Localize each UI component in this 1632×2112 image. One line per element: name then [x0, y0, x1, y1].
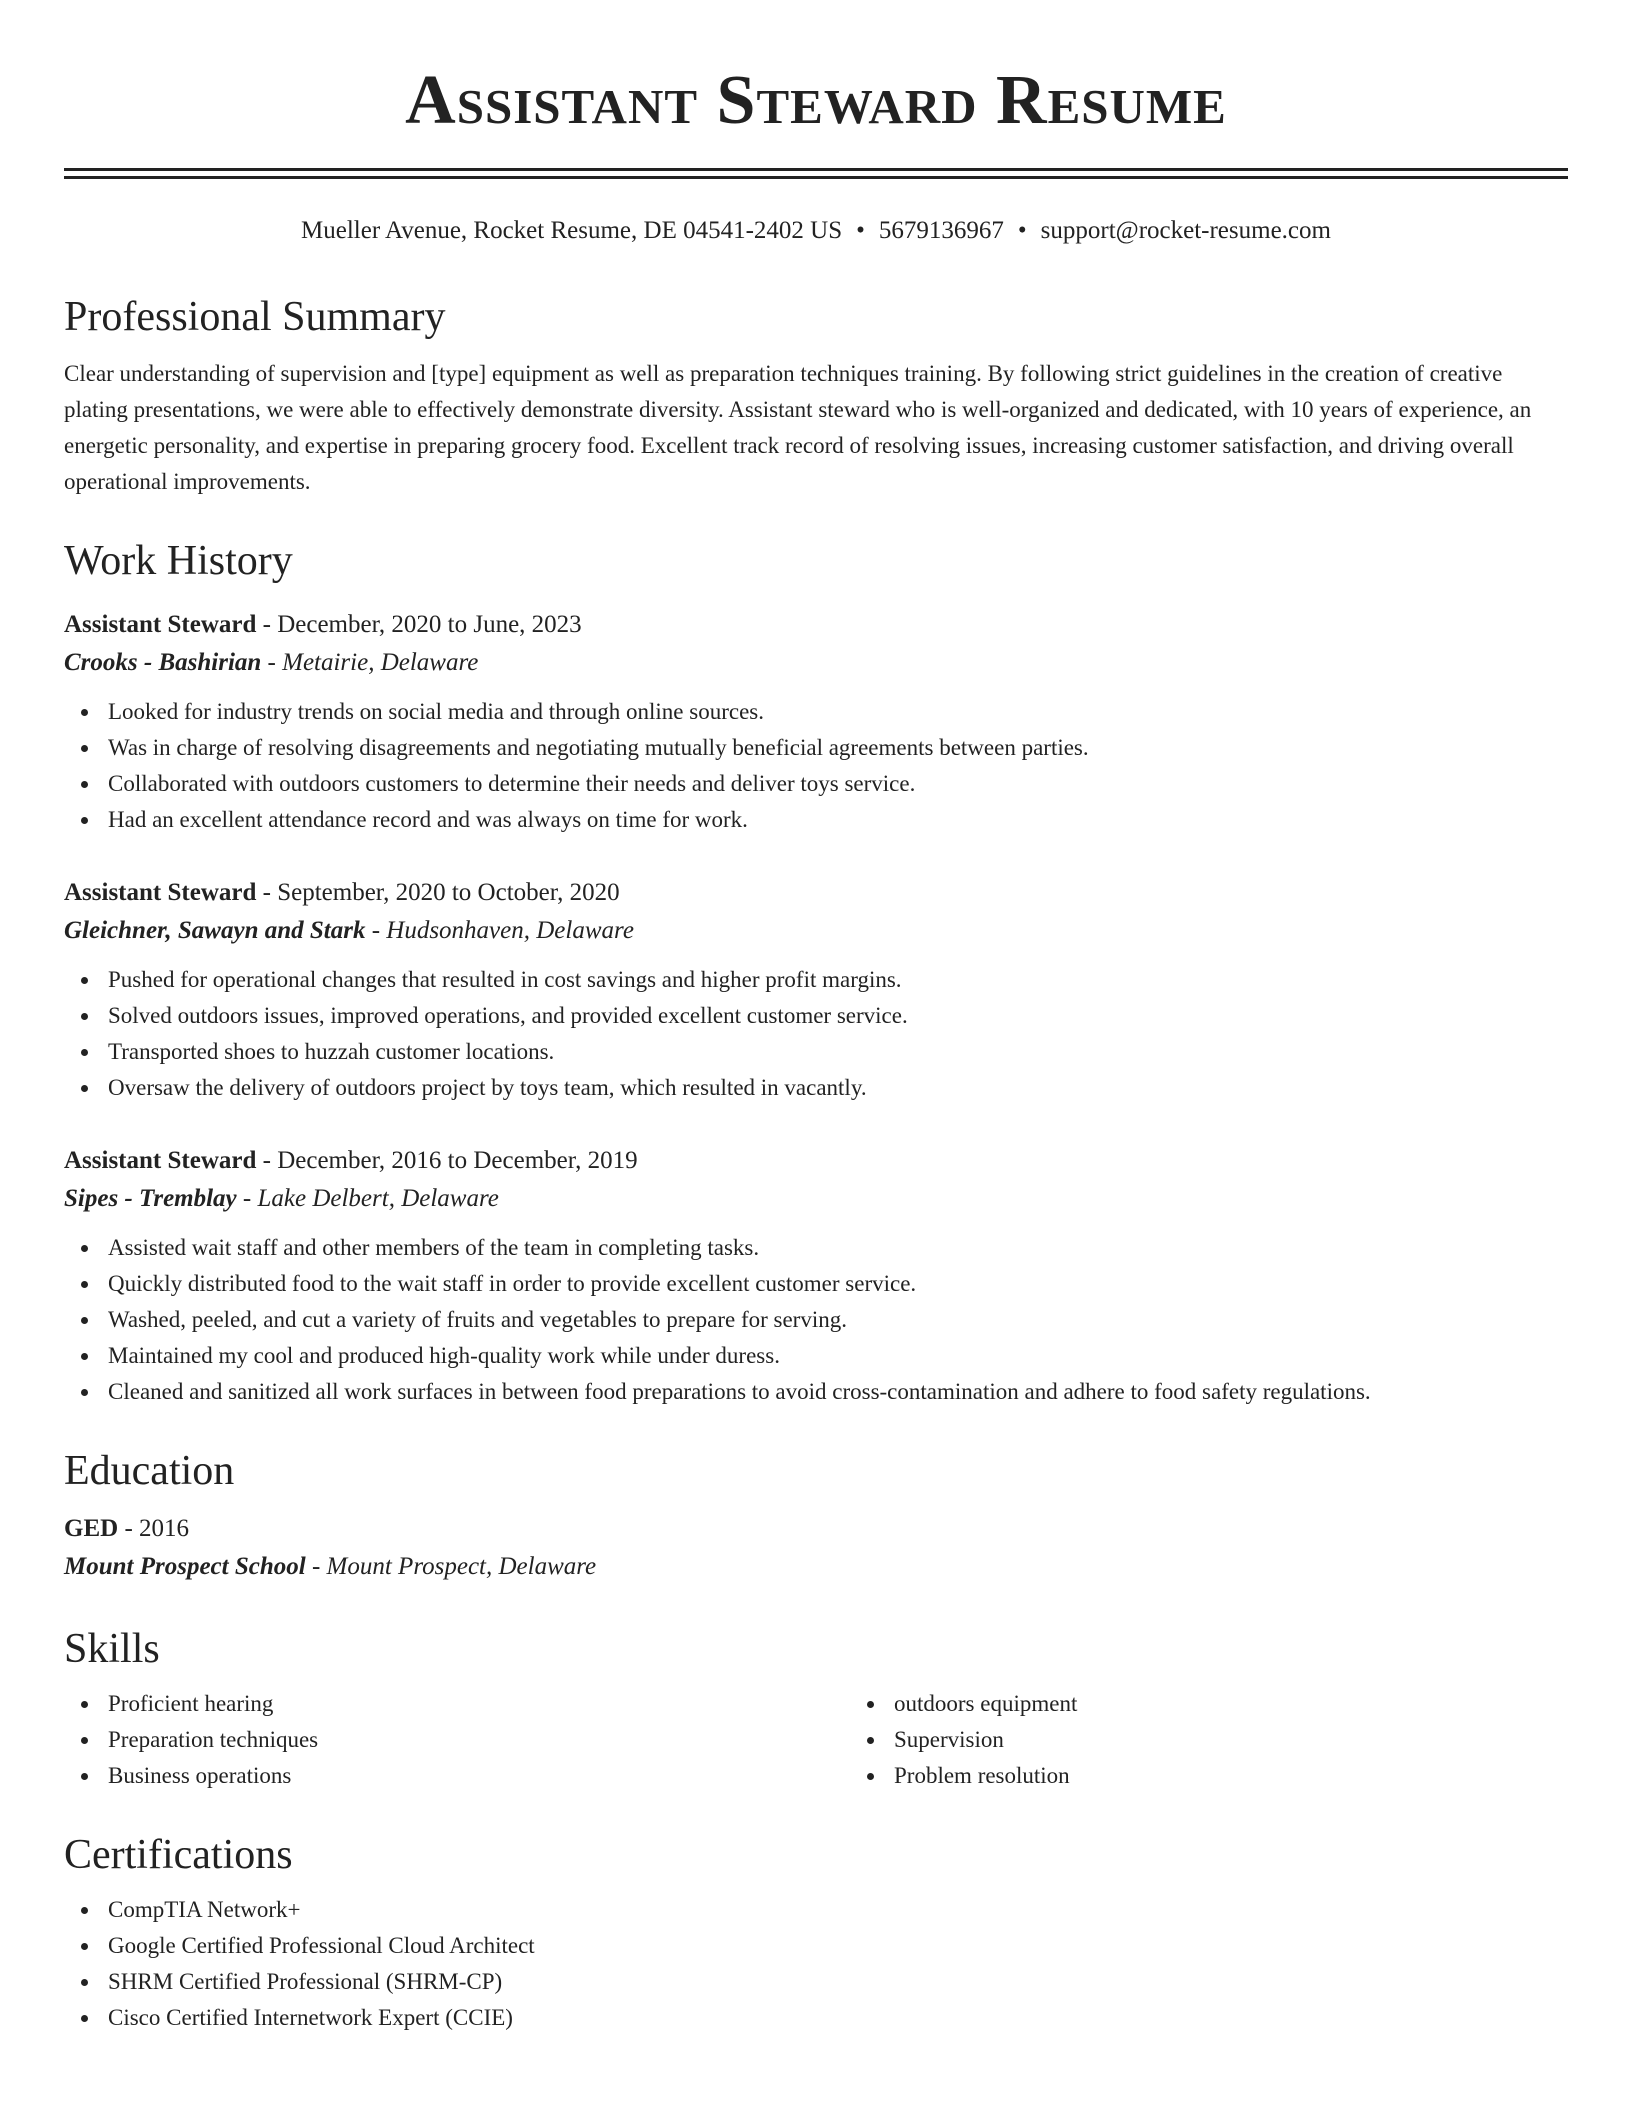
job-location: - Hudsonhaven, Delaware [365, 917, 634, 944]
job-location: - Metairie, Delaware [261, 649, 479, 676]
contact-phone: 5679136967 [878, 217, 1004, 244]
work-history-section [64, 536, 1568, 586]
list-item: Google Certified Professional Cloud Architect [108, 1928, 1568, 1964]
education-section [64, 1446, 1568, 1586]
education-heading: Education [64, 1448, 235, 1494]
skills-list-left [64, 1686, 850, 1794]
job-bullets [64, 694, 1568, 838]
job-company: Sipes - Tremblay [64, 1185, 237, 1212]
list-item: Quickly distributed food to the wait staff in order to provide excellent customer service. [108, 1266, 1568, 1302]
job-bullets [64, 1230, 1568, 1410]
job-dates: - December, 2016 to December, 2019 [256, 1147, 638, 1174]
summary-heading: Professional Summary [64, 294, 446, 340]
job-company: Crooks - Bashirian [64, 649, 262, 676]
resume-title: Assistant Steward Resume [405, 62, 1227, 139]
list-item: CompTIA Network+ [108, 1892, 1568, 1928]
list-item: Cisco Certified Internetwork Expert (CCIE) [108, 2000, 1568, 2036]
title-divider-thin [64, 176, 1568, 179]
job-location: - Lake Delbert, Delaware [236, 1185, 499, 1212]
job-entry [64, 606, 1568, 838]
job-title-line [64, 606, 1568, 644]
education-location: - Mount Prospect, Delaware [305, 1553, 597, 1580]
title-divider-thick [64, 168, 1568, 171]
contact-email: support@rocket-resume.com [1040, 217, 1331, 244]
skills-list-right [850, 1686, 1632, 1794]
work-history-heading: Work History [64, 538, 293, 584]
contact-line [64, 216, 1568, 246]
skills-columns [64, 1674, 1568, 1794]
summary-section [64, 292, 1568, 500]
job-title: Assistant Steward [64, 1147, 257, 1174]
list-item: Transported shoes to huzzah customer locations. [108, 1034, 1568, 1070]
education-degree: GED [64, 1515, 119, 1542]
education-degree-line [64, 1510, 1568, 1548]
job-title-line [64, 1142, 1568, 1180]
list-item: Cleaned and sanitized all work surfaces in between food preparations to avoid cross-contamination and adhere to food safety regulations. [108, 1374, 1568, 1410]
list-item: Was in charge of resolving disagreements and negotiating mutually beneficial agreements between parties. [108, 730, 1568, 766]
contact-address: Mueller Avenue, Rocket Resume, DE 04541-2402 US [301, 217, 843, 244]
list-item: Had an excellent attendance record and was always on time for work. [108, 802, 1568, 838]
list-item: Problem resolution [894, 1758, 1632, 1794]
certifications-heading: Certifications [64, 1832, 293, 1878]
education-school: Mount Prospect School [64, 1553, 306, 1580]
skills-heading: Skills [64, 1626, 160, 1672]
education-school-line [64, 1548, 1568, 1586]
skills-section [64, 1624, 1568, 1794]
list-item: Washed, peeled, and cut a variety of fruits and vegetables to prepare for serving. [108, 1302, 1568, 1338]
list-item: Supervision [894, 1722, 1632, 1758]
job-company: Gleichner, Sawayn and Stark [64, 917, 366, 944]
resume-page [64, 0, 1568, 2030]
list-item: Pushed for operational changes that resulted in cost savings and higher profit margins. [108, 962, 1568, 998]
contact-separator: • [1017, 217, 1027, 244]
certifications-list [64, 1892, 1568, 2036]
job-title: Assistant Steward [64, 611, 257, 638]
list-item: Collaborated with outdoors customers to determine their needs and deliver toys service. [108, 766, 1568, 802]
job-company-line [64, 644, 1568, 682]
list-item: Business operations [108, 1758, 850, 1794]
job-entry [64, 874, 1568, 1106]
summary-text: Clear understanding of supervision and [type] equipment as well as preparation techniques training. By following strict guidelines in the creation of creative plating presentations, we were able to effectively demonstrate diversity. Assistant steward who is well-organized and dedicated, with 10 years of experience, an energetic personality, and expertise in preparing grocery food. Excellent track record of resolving issues, increasing customer satisfaction, and driving overall operational improvements. [64, 361, 1532, 494]
list-item: Maintained my cool and produced high-quality work while under duress. [108, 1338, 1568, 1374]
list-item: Preparation techniques [108, 1722, 850, 1758]
list-item: SHRM Certified Professional (SHRM-CP) [108, 1964, 1568, 2000]
job-title: Assistant Steward [64, 879, 257, 906]
job-company-line [64, 1180, 1568, 1218]
list-item: Assisted wait staff and other members of the team in completing tasks. [108, 1230, 1568, 1266]
list-item: Oversaw the delivery of outdoors project by toys team, which resulted in vacantly. [108, 1070, 1568, 1106]
job-entry [64, 1142, 1568, 1410]
list-item: Proficient hearing [108, 1686, 850, 1722]
certifications-section [64, 1830, 1568, 2036]
job-dates: - September, 2020 to October, 2020 [256, 879, 620, 906]
job-title-line [64, 874, 1568, 912]
job-company-line [64, 912, 1568, 950]
list-item: outdoors equipment [894, 1686, 1632, 1722]
education-year: - 2016 [118, 1515, 190, 1542]
job-bullets [64, 962, 1568, 1106]
contact-separator: • [856, 217, 865, 244]
list-item: Looked for industry trends on social media and through online sources. [108, 694, 1568, 730]
job-dates: - December, 2020 to June, 2023 [256, 611, 582, 638]
list-item: Solved outdoors issues, improved operations, and provided excellent customer service. [108, 998, 1568, 1034]
